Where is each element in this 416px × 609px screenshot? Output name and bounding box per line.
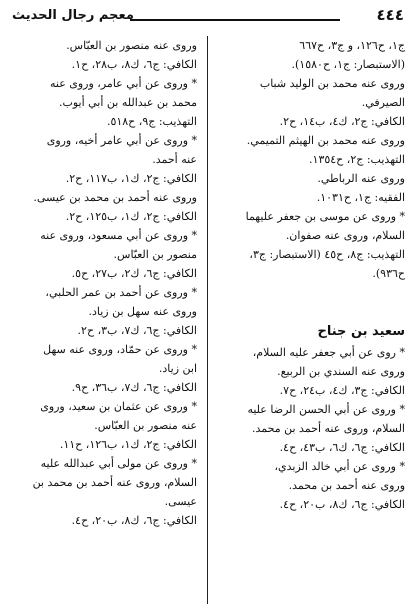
section-heading: سعيد بن جناح — [317, 324, 405, 339]
text-line: وروى عنه الرباطي. — [317, 172, 405, 185]
text-line: الكافي: ج٦، ك٦، ب٤٣، ح٤. — [279, 441, 405, 454]
text-line: * وروى عن أبي خالد الزبدي، — [274, 460, 405, 473]
text-line: الصيرفي. — [361, 96, 405, 109]
text-line: الكافي: ج٦، ك٧، ب٣٦، ح٩. — [71, 381, 197, 394]
text-line: الكافي: ج٢، ك١، ب١٢٦، ح١١. — [59, 438, 197, 451]
text-line: عنه منصور بن العبّاس. — [94, 419, 197, 432]
book-title: معجم رجال الحديث — [12, 8, 134, 23]
page-number: ٤٤٤ — [376, 6, 404, 24]
text-line: (الاستبصار: ج١، ح١٥٨٠). — [291, 58, 405, 71]
text-line: وروى عنه أحمد بن محمد بن عيسى. — [33, 191, 197, 204]
text-line: السلام، وروى عنه أحمد بن محمد. — [251, 422, 405, 435]
section-spacer — [219, 283, 405, 321]
page-header — [8, 6, 408, 28]
text-line: عنه أحمد. — [152, 153, 197, 166]
text-line: الكافي: ج٦، ك٢، ب٢٧، ح٥. — [71, 267, 197, 280]
text-line: عيسى. — [164, 495, 197, 508]
text-line: * وروى عن حمّاد، وروى عنه سهل — [43, 343, 197, 356]
text-line: التهذيب: ج٢، ح١٣٥٤. — [309, 153, 405, 166]
right-column — [219, 36, 405, 514]
text-line: * وروى عن مولى أبي عبدالله عليه — [40, 457, 197, 470]
text-line: الكافي: ج٦، ك٨، ب٢٨، ح١. — [71, 58, 197, 71]
text-line: * وروى عن أبي عامر أخيه، وروى — [46, 134, 197, 147]
text-line: * وروى عن عثمان بن سعيد، وروى — [40, 400, 197, 413]
text-line: وروى عنه منصور بن العبّاس. — [66, 39, 197, 52]
text-line: * وروى عن أبي مسعود، وروى عنه — [40, 229, 197, 242]
column-divider — [207, 36, 208, 604]
text-line: ج١، ح١٢٦، و ج٣، ح٦٦٧ — [299, 39, 405, 52]
text-line: * وروى عن موسى بن جعفر عليهما — [245, 210, 405, 223]
text-line: ح٩٣٦). — [372, 267, 405, 280]
text-line: الكافي: ج٦، ك٨، ب٢٠، ح٤. — [71, 514, 197, 527]
text-line: الكافي: ج٣، ك٤، ب٢٤، ح٧. — [279, 384, 405, 397]
text-line: الكافي: ج٢، ك٤، ب١٤، ح٢. — [279, 115, 405, 128]
text-line: * وروى عن أحمد بن عمر الحلبي، — [45, 286, 197, 299]
text-line: ابن زياد. — [158, 362, 197, 375]
text-line: * وروى عن أبي عامر، وروى عنه — [49, 77, 197, 90]
text-line: الكافي: ج٢، ك١، ب١١٧، ح٢. — [65, 172, 197, 185]
text-line: وروى عنه محمد بن الوليد شباب — [259, 77, 405, 90]
text-line: الكافي: ج٦، ك٧، ب٣، ح٢. — [77, 324, 197, 337]
text-line: الكافي: ج٢، ك١، ب١٢٥، ح٢. — [65, 210, 197, 223]
text-line: وروى عنه السندي بن الربيع. — [277, 365, 405, 378]
text-line: الفقيه: ج١، ح١٠٣١. — [316, 191, 405, 204]
text-line: * روى عن أبي جعفر عليه السلام، — [252, 346, 405, 359]
text-line: السلام، وروى عنه أحمد بن محمد بن — [32, 476, 197, 489]
text-line: التهذيب: ج٩، ح٥١٨. — [106, 115, 197, 128]
header-rule — [130, 19, 340, 21]
text-line: وروى عنه سهل بن زياد. — [88, 305, 197, 318]
text-line: محمد بن عبدالله بن أبي أيوب. — [58, 96, 197, 109]
text-line: الكافي: ج٦، ك٨، ب٢٠، ح٤. — [279, 498, 405, 511]
text-line: وروى عنه أحمد بن محمد. — [288, 479, 405, 492]
left-column — [11, 36, 197, 530]
text-line: وروى عنه محمد بن الهيثم التميمي. — [246, 134, 405, 147]
text-line: منصور بن العبّاس. — [113, 248, 197, 261]
text-line: * وروى عن أبي الحسن الرضا عليه — [247, 403, 405, 416]
text-line: التهذيب: ج٨، ح٤٥ (الاستبصار: ج٣، — [249, 248, 405, 261]
text-line: السلام، وروى عنه صفوان. — [285, 229, 405, 242]
